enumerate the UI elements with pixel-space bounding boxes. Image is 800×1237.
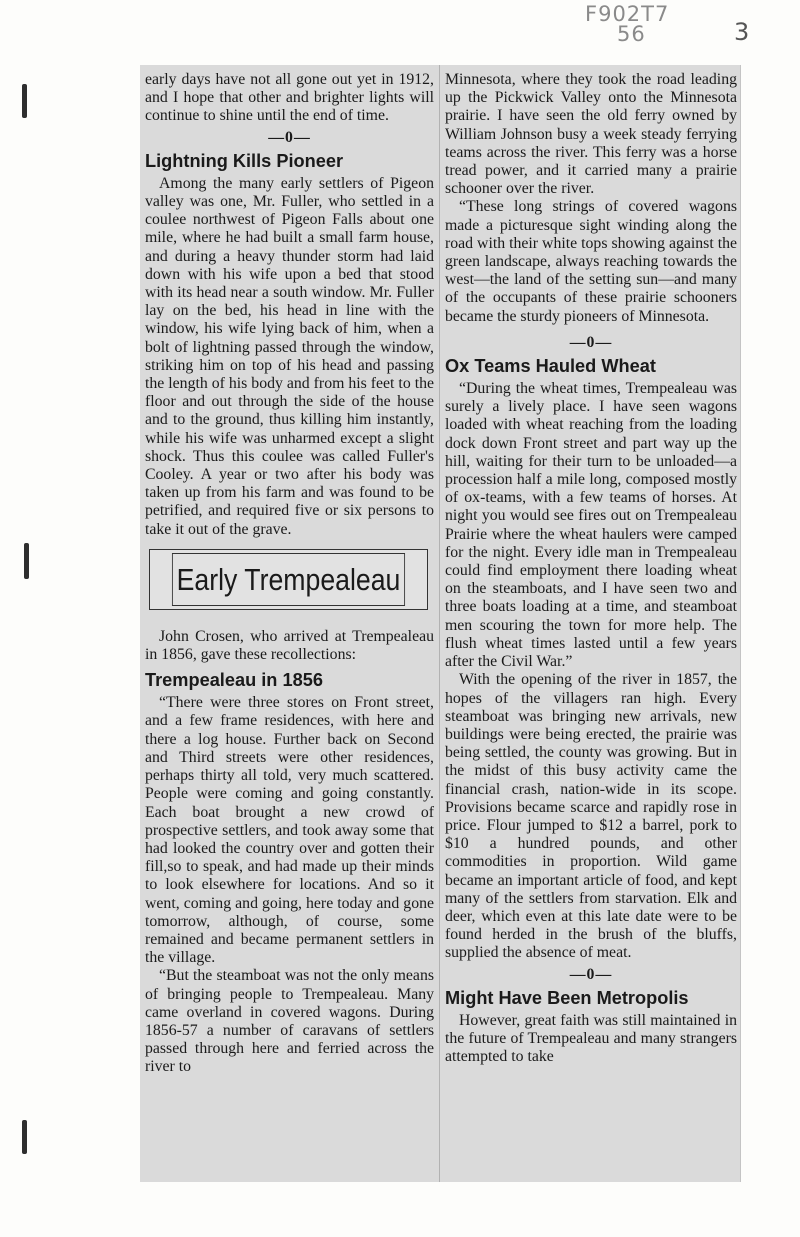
paragraph-1856: “There were three stores on Front street, and a few frame residences, with here and there a log house. Further back on Second and Third streets were other residences, perhaps thirty all told, very much scattered. People were coming and going constantly. Each boat brought a new crowd of prospective settlers, and took away some that had looked the country over and gotten their fill,so to speak, and had made up their minds to look elsewhere for locations. And so it went, coming and going, here today and gone tomorrow, although, of course, some remained and became permanent settlers in the village. — [145, 694, 434, 967]
page-number: 3 — [734, 18, 750, 46]
newspaper-clipping — [140, 65, 741, 1182]
left-column — [145, 71, 434, 1077]
section-title-early-trempealeau: Early Trempealeau — [172, 553, 405, 606]
binding-mark-top — [22, 84, 27, 118]
paragraph-covered-wagons: “These long strings of covered wagons made a picturesque sight winding along the road with their white tops showing against the green landscape, always reaching towards the west—the land of the setting sun—and many of the occupants of these prairie schooners became the sturdy pioneers of Minnesota. — [445, 198, 737, 325]
headline-lightning: Lightning Kills Pioneer — [145, 150, 344, 171]
column-rule — [439, 65, 440, 1182]
paragraph-continuation: Minnesota, where they took the road leading up the Pickwick Valley onto the Minnesota prairie. I have seen the old ferry owned by William Johnson busy a week steady ferrying teams across the river. This ferry was a horse tread power, and it carried many a prairie schooner over the river. — [445, 71, 737, 198]
paragraph-steamboat: “But the steamboat was not the only means of bringing people to Trempealeau. Many came overland in covered wagons. During 1856-57 a number of caravans of settlers passed through here and ferried across the river to — [145, 967, 434, 1076]
paragraph-lightning: Among the many early settlers of Pigeon valley was one, Mr. Fuller, who settled in a coulee northwest of Pigeon Falls about one mile, where he had built a small farm house, and during a heavy thunder storm had laid down with his wife upon a bed that stood with its head near a south window. Mr. Fuller lay on the bed, his head in line with the window, his wife lying back of him, when a bolt of lightning passed through the window, striking him on top of his head and passing the length of his body and from his feet to the floor and out through the side of the house and to the ground, thus killing him instantly, while his wife was unharmed except a slight shock. Thus this coulee was called Fuller's Cooley. A year or two after his body was taken up from his farm and was found to be petrified, and required five or six persons to take it out of the grave. — [145, 174, 434, 538]
headline-metropolis: Might Have Been Metropolis — [445, 987, 689, 1008]
paragraph-1857: With the opening of the river in 1857, the hopes of the villagers ran high. Every steamboat was bringing new arrivals, new buildings were being erected, the prairie was being settled, the county was growing. But in the midst of this busy activity came the financial crash, nation-wide in its scope. Provisions became scarce and rapidly rose in price. Flour jumped to $12 a barrel, pork to $10 a hundred pounds, and other commodities in proportion. Wild game became an important article of food, and kept many of the settlers from starvation. Elk and deer, which even at this late date were to be found herded in the brush of the bluffs, supplied the absence of meat. — [445, 671, 737, 962]
paragraph-crosen-intro: John Crosen, who arrived at Trempealeau in 1856, gave these recollections: — [145, 627, 434, 664]
paragraph-metropolis: However, great faith was still maintained in the future of Trempealeau and many strangers attempted to take — [445, 1011, 737, 1066]
section-separator: —0— — [569, 333, 613, 351]
paragraph-opening: early days have not all gone out yet in 1912, and I hope that other and brighter lights will continue to shine until the end of time. — [145, 71, 434, 125]
section-separator: —0— — [268, 128, 311, 146]
archive-stamp-line1: F902T7 — [585, 2, 670, 26]
binding-mark-bottom — [22, 1120, 27, 1154]
boxed-section-title — [149, 549, 428, 610]
section-separator: —0— — [569, 965, 613, 983]
archive-stamp-line2: 56 — [617, 22, 646, 46]
headline-trempealeau-1856: Trempealeau in 1856 — [145, 670, 323, 691]
headline-ox-teams: Ox Teams Hauled Wheat — [445, 356, 656, 377]
right-column — [445, 71, 737, 1066]
binding-mark-middle — [24, 543, 29, 579]
paragraph-wheat-times: “During the wheat times, Trempealeau was surely a lively place. I have seen wagons loaded with wheat reaching from the loading dock down Front street and part way up the hill, waiting for their turn to be unloaded—a procession half a mile long, composed mostly of ox-teams, with a few teams of horses. At night you would see fires out on Trempealeau Prairie where the wheat haulers were camped for the night. Every idle man in Trempealeau could find employment there loading wheat on the steamboats, and I have seen two and three boats loading at a time, and steamboat men scouring the town for more help. The flush wheat times lasted until a few years after the Civil War.” — [445, 380, 737, 671]
